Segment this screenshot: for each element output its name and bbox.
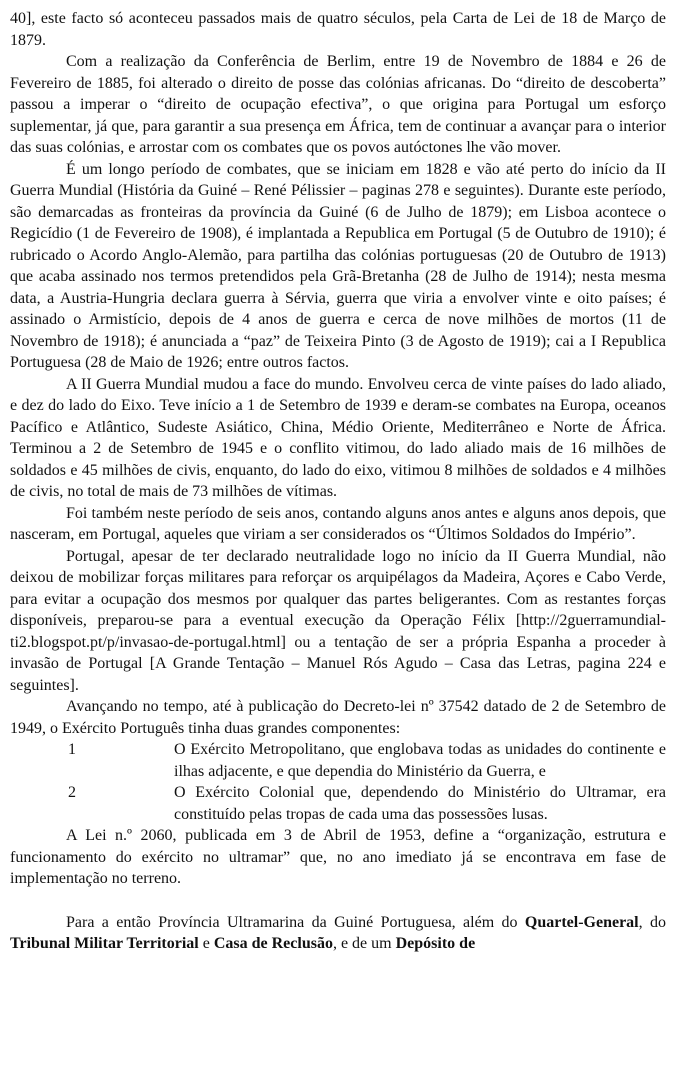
paragraph-berlin-conference: Com a realização da Conferência de Berlim, entre 19 de Novembro de 1884 e 26 de Fevereiro de 1885, foi alterado o direito de posse das colónias africanas. Do “direito de descoberta” passou a imperar o “direito de ocupação efectiva”, o que origina para Portugal um esforço suplementar, já que, para garantir a sua presença em África, tem de continuar a avançar para o interior das suas colónias, e arrostar com os combates que os povos autóctones lhe vão mover. <box>10 53 666 156</box>
list-item-number: 1 <box>68 741 76 758</box>
paragraph-spacer <box>10 890 666 912</box>
list-item-text: O Exército Colonial que, dependendo do Ministério do Ultramar, era constituído pelas tropas de cada uma das possessões lusas. <box>174 784 666 823</box>
bold-term-tribunal: Tribunal Militar Territorial <box>10 935 199 952</box>
paragraph-world-war-ii: A II Guerra Mundial mudou a face do mundo. Envolveu cerca de vinte países do lado aliado, e dez do lado do Eixo. Teve início a 1 de Setembro de 1939 e deram-se combates na Europa, oceanos Pacífico e Atlântico, Sudeste Asiático, China, Médio Oriente, Mediterrâneo e Norte de África. Terminou a 2 de Setembro de 1945 e o conflito vitimou, do lado aliado mais de 16 milhões de soldados e 45 milhões de civis, enquanto, do lado do eixo, vitimou 8 milhões de soldados e 4 milhões de civis, no total de mais de 73 milhões de vítimas. <box>10 375 666 500</box>
text-run: , e de um <box>332 935 396 952</box>
text-run: e <box>198 935 214 952</box>
paragraph-1: 40], este facto só aconteceu passados mais de quatro séculos, pela Carta de Lei de 18 de Março de 1879. <box>10 10 666 49</box>
paragraph-portugal-neutrality: Portugal, apesar de ter declarado neutralidade logo no início da II Guerra Mundial, não deixou de mobilizar forças militares para reforçar os arquipélagos da Madeira, Açores e Cabo Verde, para evitar a ocupação dos mesmos por qualquer das partes beligerantes. Com as restantes forças disponíveis, preparou-se para a eventual execução da Operação Félix [http://2guerramundial-ti2.blogspot.pt/p/invasao-de-portugal.html] ou a tentação de ser a própria Espanha a proceder à invasão de Portugal [A Grande Tentação – Manuel Rós Agudo – Casa das Letras, pagina 224 e seguintes]. <box>10 547 666 694</box>
list-item <box>10 782 666 825</box>
paragraph-law-2060: A Lei n.º 2060, publicada em 3 de Abril de 1953, define a “organização, estrutura e funcionamento do exército no ultramar” que, no ano imediato já se encontrava em fase de implementação no terreno. <box>10 827 666 887</box>
list-item <box>10 739 666 782</box>
paragraph-last-soldiers: Foi também neste período de seis anos, contando alguns anos antes e alguns anos depois, que nasceram, em Portugal, aqueles que viriam a ser considerados os “Últimos Soldados do Império”. <box>10 504 666 543</box>
paragraph-army-components: Avançando no tempo, até à publicação do Decreto-lei nº 37542 datado de 2 de Setembro de 1949, o Exército Português tinha duas grandes componentes: <box>10 698 666 737</box>
list-item-text: O Exército Metropolitano, que englobava todas as unidades do continente e ilhas adjacente, e que dependia do Ministério da Guerra, e <box>174 741 666 780</box>
text-run: Para a então Província Ultramarina da Guiné Portuguesa, além do <box>66 913 525 931</box>
paragraph-guinea-province <box>10 912 666 955</box>
bold-term-deposito: Depósito de <box>395 935 476 952</box>
paragraph-combat-period: É um longo período de combates, que se iniciam em 1828 e vão até perto do início da II Guerra Mundial (História da Guiné – René Pélissier – paginas 278 e seguintes). Durante este período, são demarcadas as fronteiras da província da Guiné (6 de Julho de 1879); em Lisboa acontece o Regicídio (1 de Fevereiro de 1908), é implantada a Republica em Portugal (5 de Outubro de 1910); é rubricado o Acordo Anglo-Alemão, para partilha das colónias portuguesas (20 de Outubro de 1913) que acaba assinado nos termos pretendidos pela Grã-Bretanha (28 de Julho de 1914); nesta mesma data, a Austria-Hungria declara guerra à Sérvia, guerra que viria a envolver vinte e oito países; é assinado o Armistício, depois de 4 anos de guerra e cerca de nove milhões de mortos (11 de Novembro de 1918); é anunciada a “paz” de Teixeira Pinto (3 de Agosto de 1919); cai a I Republica Portuguesa (28 de Maio de 1926; entre outros factos. <box>10 160 666 371</box>
list-item-number: 2 <box>68 784 76 801</box>
bold-term-casa-reclusao: Casa de Reclusão <box>213 935 333 952</box>
text-run: , do <box>638 913 666 931</box>
bold-term-quartel-general: Quartel-General <box>524 913 639 931</box>
